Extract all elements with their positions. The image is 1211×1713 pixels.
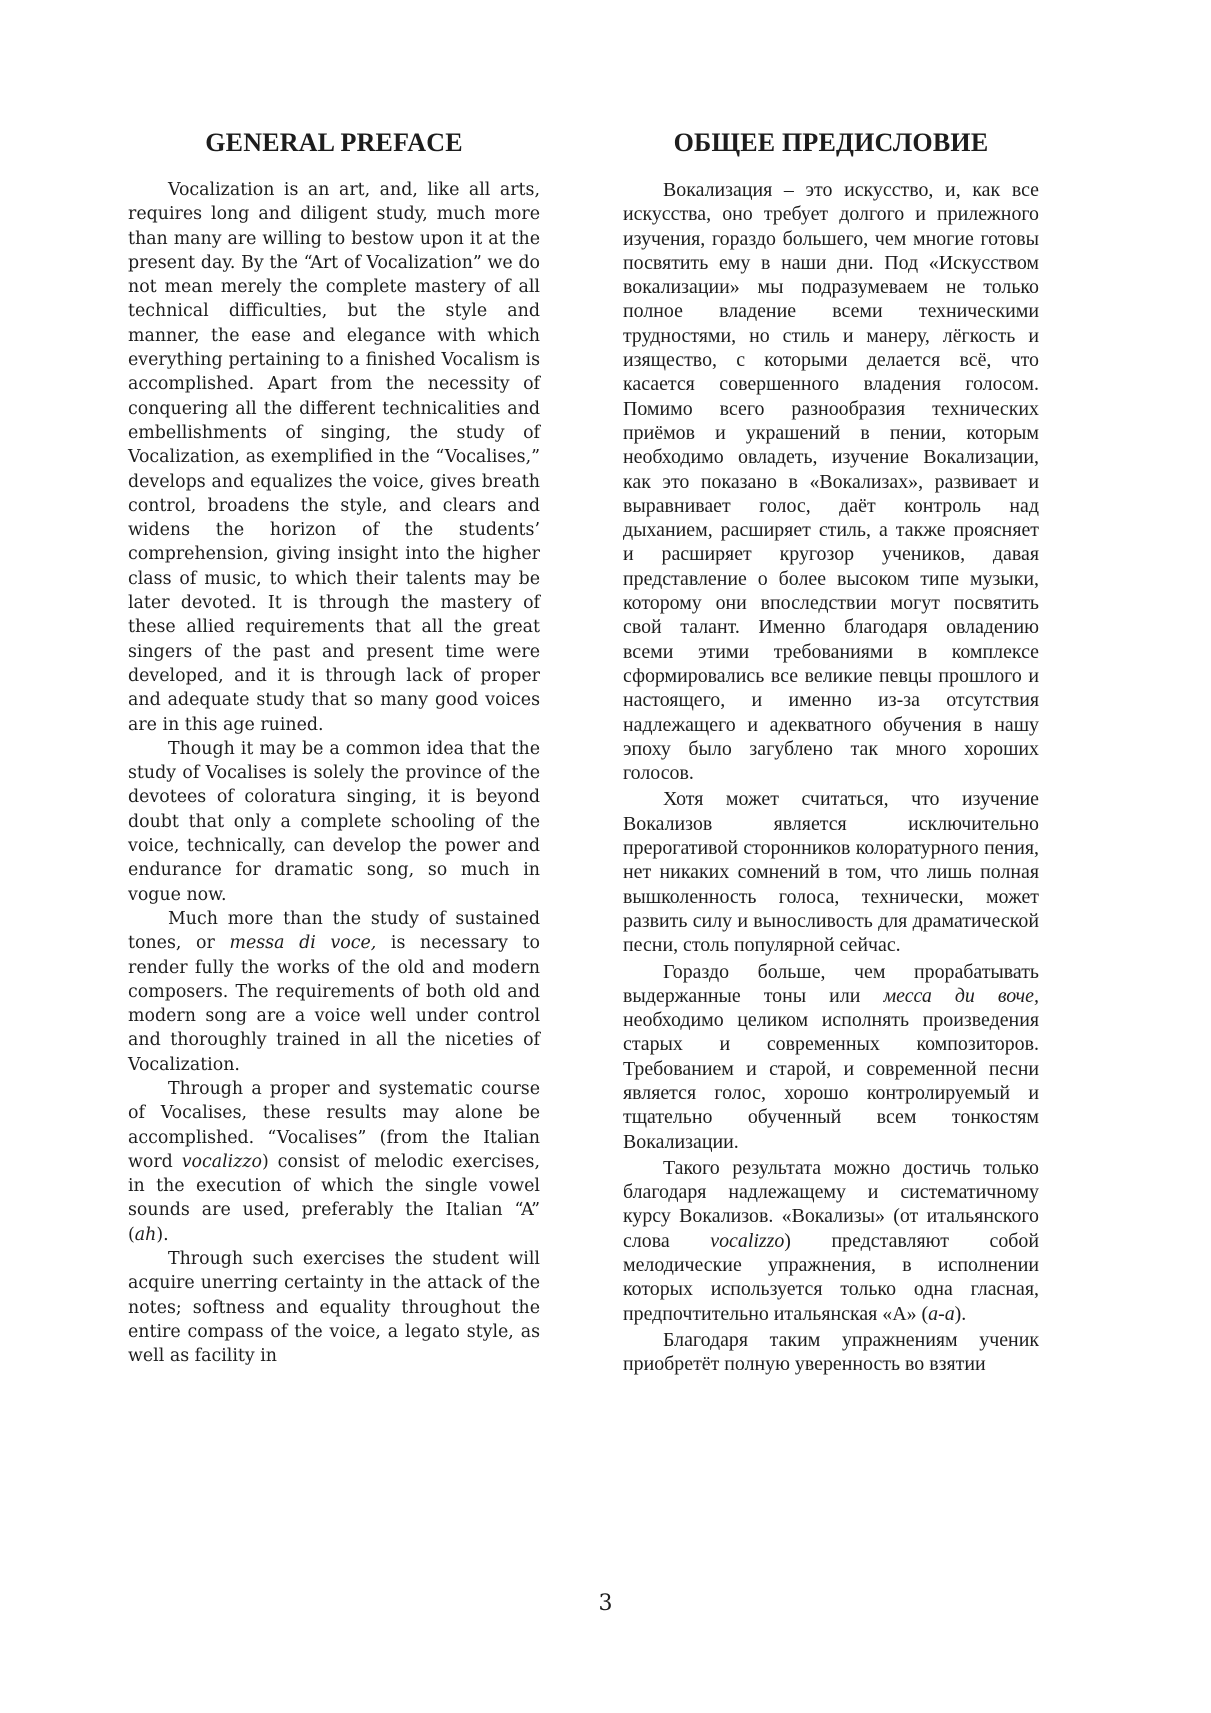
ru-p4-italic-2: а-а	[928, 1302, 955, 1325]
russian-paragraph-1: Вокализация – это искусство, и, как все искусства, оно требует долгого и прилежного изучения, гораздо большего, чем многие готовы посвятить ему в наши дни. Под «Искусством вокализации» мы подразумеваем не только полное владение всеми техническими трудностями, но стиль и манеру, лёгкость и изящество, с которыми делается всё, что касается совершенного владения голосом. Помимо всего разнообразия технических приёмов и украшений в пении, которым необходимо овладеть, изучение Вокализации, как это показано в «Вокализах», развивает и выравнивает голос, даёт контроль над дыханием, расширяет стиль, а также проясняет и расширяет кругозор учеников, давая представление о более высоком типе музыки, которому они впоследствии могут посвятить свой талант. Именно благодаря овладению всеми этими требованиями в комплексе сформировались все великие певцы прошлого и настоящего, и именно из-за отсутствия надлежащего и адекватного обучения в нашу эпоху было загублено так много хороших голосов.	[623, 179, 1039, 785]
en-p4-italic-2: ah	[134, 1224, 157, 1245]
en-p3-text-a: Much more than the study of sustained tones, or	[128, 908, 540, 954]
ru-p4-text-a: Такого результата можно достичь только благодаря надлежащему и систематичному курсу Вокализов. «Вокализы» (от итальянского слова	[623, 1156, 1039, 1252]
russian-column	[623, 128, 1039, 1377]
russian-paragraph-3	[623, 960, 1039, 1154]
english-paragraph-4	[128, 1077, 540, 1247]
ru-p4-text-c: ).	[954, 1302, 967, 1325]
ru-p4-text-b: ) представляют собой мелодические упражнения, в исполнении которых используется только одна гласная, предпочтительно итальянская «А» (	[623, 1229, 1039, 1325]
english-paragraph-1: Vocalization is an art, and, like all arts, requires long and diligent study, much more than many are willing to bestow upon it at the present day. By the “Art of Vocalization” we do not mean merely the complete mastery of all technical difficulties, but the style and manner, the ease and elegance with which everything pertaining to a finished Vocalism is accomplished. Apart from the necessity of conquering all the different technicalities and embellishments of singing, the study of Vocalization, as exemplified in the “Vocalises,” develops and equalizes the voice, gives breath control, broadens the style, and clears and widens the horizon of the students’ comprehension, giving insight into the higher class of music, to which their talents may be later devoted. It is through the mastery of these allied requirements that all the great singers of the past and present time were developed, and it is through lack of proper and adequate study that so many good voices are in this age ruined.	[128, 180, 540, 735]
english-column	[128, 128, 540, 1369]
en-p4-text-a: Through a proper and systematic course of Vocalises, these results may alone be accomplished. “Vocalises” (from the Italian word	[128, 1078, 540, 1172]
english-paragraph-5: Through such exercises the student will acquire unerring certainty in the attack of the notes; softness and equality throughout the entire compass of the voice, a legato style, as well as facility in	[128, 1249, 540, 1367]
russian-paragraph-4	[623, 1156, 1039, 1326]
page-number: 3	[598, 1591, 613, 1616]
russian-paragraph-2: Хотя может считаться, что изучение Вокализов является исключительно прерогативой сторонников колоратурного пения, нет никаких сомнений в том, что лишь полная вышколенность голоса, технически, может развить силу и выносливость для драматической песни, столь популярной сейчас.	[623, 788, 1039, 957]
english-title: GENERAL PREFACE	[205, 128, 463, 157]
en-p4-text-c: ).	[156, 1224, 169, 1245]
russian-title: ОБЩЕЕ ПРЕДИСЛОВИЕ	[673, 128, 989, 157]
english-paragraph-2: Though it may be a common idea that the study of Vocalises is solely the province of the devotees of coloratura singing, it is beyond doubt that only a complete schooling of the voice, technically, can develop the power and endurance for dramatic song, so much in vogue now.	[128, 738, 540, 905]
ru-p3-text-b: необходимо целиком исполнять произведения старых и современных композиторов. Требованием и старой, и современной песни является голос, хорошо контролируемый и тщательно обученный всем тонкостям Вокализации.	[623, 1009, 1039, 1153]
ru-p3-italic: месса ди воче,	[883, 984, 1039, 1007]
en-p4-italic-1: vocalizzo	[181, 1151, 263, 1172]
ru-p3-text-a: Гораздо больше, чем прорабатывать выдержанные тоны или	[623, 960, 1039, 1007]
russian-paragraph-5: Благодаря таким упражнениям ученик приобретёт полную уверенность во взятии	[623, 1328, 1039, 1376]
en-p3-italic: messa di voce,	[229, 933, 377, 954]
english-paragraph-3	[128, 907, 540, 1077]
ru-p4-italic-1: vocalizzo	[710, 1229, 785, 1252]
en-p3-text-b: is necessary to render fully the works of the old and modern composers. The requirements of both old and modern song are a voice well under control and thoroughly trained in all the niceties of Vocalization.	[128, 933, 540, 1075]
en-p4-text-b: ) consist of melodic exercises, in the execution of which the single vowel sounds are used, preferably the Italian “A” (	[128, 1151, 540, 1245]
